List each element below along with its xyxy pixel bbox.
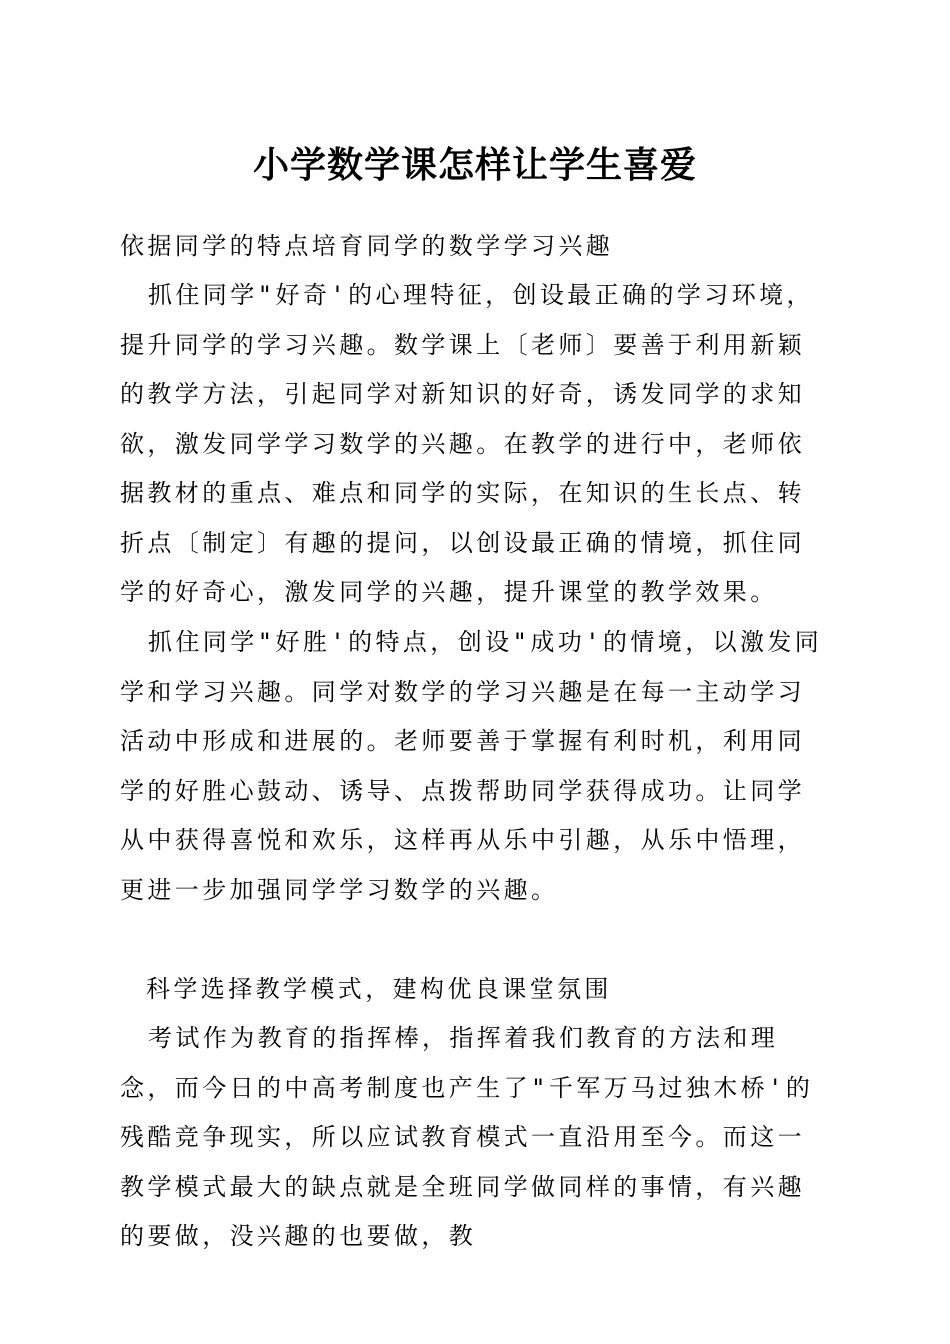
paragraph-text: 抓住同学"好胜'的特点，创设"成功'的情境，以激发同学和学习兴趣。同学对数学的学习兴趣是在每一主动学习活动中形成和进展的。老师要善于掌握有利时机，利用同学的好胜心鼓动、诱导、点拨帮助同学获得成功。让同学从中获得喜悦和欢乐，这样再从乐中引趣，从乐中悟理，更进一步加强同学学习数学的兴趣。 bbox=[120, 628, 823, 904]
section-heading-teaching-mode: 科学选择教学模式，建构优良课堂氛围 bbox=[146, 975, 612, 1003]
paragraph-text: 抓住同学"好奇'的心理特征，创设最正确的学习环境，提升同学的学习兴趣。数学课上〔老师〕要善于利用新颖的教学方法，引起同学对新知识的好奇，诱发同学的求知欲，激发同学学习数学的兴趣。在教学的进行中，老师依据教材的重点、难点和同学的实际，在知识的生长点、转折点〔制定〕有趣的提问，以创设最正确的情境，抓住同学的好奇心，激发同学的兴趣，提升课堂的教学效果。 bbox=[120, 281, 814, 606]
document-title: 小学数学课怎样让学生喜爱 bbox=[252, 144, 697, 186]
section-heading-interest: 依据同学的特点培育同学的数学学习兴趣 bbox=[120, 232, 614, 260]
paragraph-competitiveness bbox=[120, 618, 832, 915]
paragraph-text: 考试作为教育的指挥棒，指挥着我们教育的方法和理念，而今日的中高考制度也产生了"千军万马过独木桥'的残酷竞争现实，所以应试教育模式一直沿用至今。而这一教学模式最大的缺点就是全班同学做同样的事情，有兴趣的要做，没兴趣的也要做，教 bbox=[120, 1024, 814, 1250]
paragraph-exam-education bbox=[120, 1014, 832, 1262]
paragraph-curiosity bbox=[120, 271, 832, 618]
